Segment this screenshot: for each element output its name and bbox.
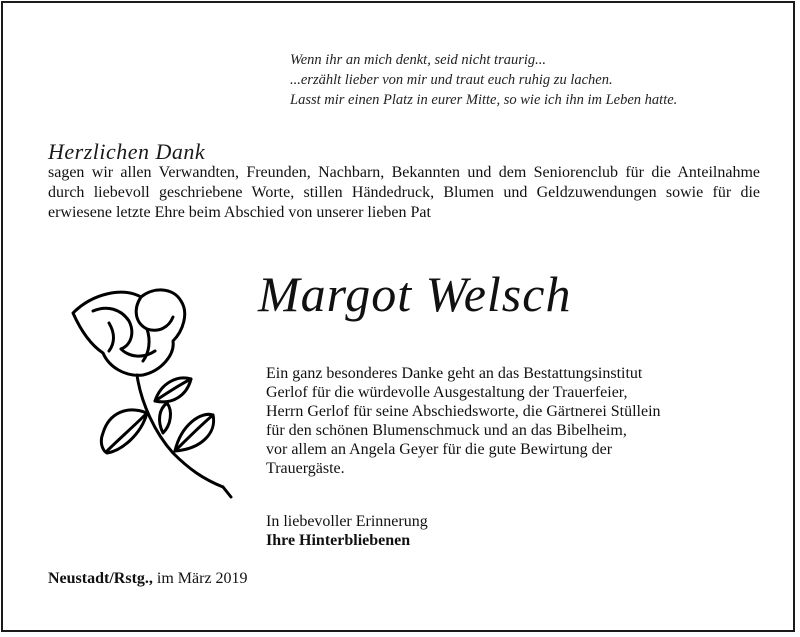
deceased-name: Margot Welsch <box>258 266 572 322</box>
place-date <box>48 569 248 588</box>
special-thanks-line: vor allem an Angela Geyer für die gute Bewirtung der <box>266 441 613 458</box>
special-thanks-line: für den schönen Blumenschmuck und an das Bibelheim, <box>266 422 627 439</box>
special-thanks-line: Trauergäste. <box>266 460 345 477</box>
special-thanks-line: Ein ganz besonderes Danke geht an das Bestattungsinstitut <box>266 365 643 382</box>
poem-line: ...erzählt lieber von mir und traut euch ruhig zu lachen. <box>290 72 613 88</box>
poem-line: Lasst mir einen Platz in eurer Mitte, so wie ich ihn im Leben hatte. <box>290 92 678 108</box>
thanks-heading: Herzlichen Dank <box>48 139 206 164</box>
thanks-body: sagen wir allen Verwandten, Freunden, Nachbarn, Bekannten und dem Seniorenclub für die Anteilnahme durch liebevoll geschriebene Worte, stillen Händedruck, Blumen und Geldzuwendungen sowie für die erwiesene letzte Ehre beim Abschied von unserer lieben Pat <box>48 164 760 221</box>
place: Neustadt/Rstg., <box>48 570 153 587</box>
special-thanks-line: Gerlof für die würdevolle Ausgestaltung der Trauerfeier, <box>266 384 628 401</box>
special-thanks <box>266 364 766 478</box>
special-thanks-line: Herrn Gerlof für seine Abschiedsworte, die Gärtnerei Stüllein <box>266 403 661 420</box>
poem <box>290 50 770 110</box>
poem-line: Wenn ihr an mich denkt, seid nicht traurig... <box>290 52 547 68</box>
rose-icon <box>63 283 243 503</box>
obituary-notice <box>1 1 795 632</box>
date: im März 2019 <box>156 570 248 587</box>
closing-signature: Ihre Hinterbliebenen <box>266 532 411 549</box>
closing-memory: In liebevoller Erinnerung <box>266 513 428 530</box>
